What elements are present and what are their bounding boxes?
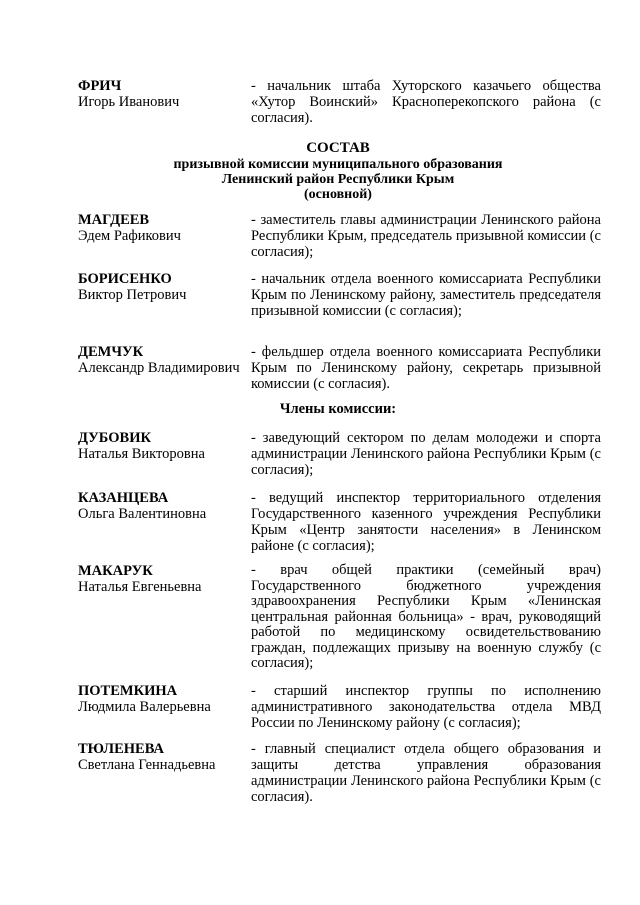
position-description: - старший инспектор группы по исполнению административного законодательства отдела МВД России по Ленинскому району (с согласия);	[251, 683, 601, 731]
person-name	[78, 78, 248, 110]
given-name: Наталья Викторовна	[78, 446, 205, 462]
surname: КАЗАНЦЕВА	[78, 490, 169, 506]
given-name: Людмила Валерьевна	[78, 699, 211, 715]
surname: МАКАРУК	[78, 563, 153, 579]
title-line-1: призывной комиссии муниципального образования	[173, 157, 503, 172]
person-name	[78, 741, 248, 773]
title-line-2: Ленинский район Республики Крым	[221, 172, 455, 187]
position-description: - фельдшер отдела военного комиссариата Республики Крым по Ленинскому району, секретарь призывной комиссии (с согласия).	[251, 344, 601, 392]
person-name	[78, 490, 248, 522]
position-description: - главный специалист отдела общего образования и защиты детства управления образования администрации Ленинского района Республики Крым (с согласия).	[251, 741, 601, 805]
person-name	[78, 683, 248, 715]
given-name: Эдем Рафикович	[78, 228, 181, 244]
person-name	[78, 212, 248, 244]
person-name	[78, 430, 248, 462]
title-line-3: (основной)	[304, 187, 372, 202]
surname: ДУБОВИК	[78, 430, 152, 446]
given-name: Виктор Петрович	[78, 287, 187, 303]
given-name: Светлана Геннадьевна	[78, 757, 216, 773]
surname: ДЕМЧУК	[78, 344, 144, 360]
position-description: - начальник штаба Хуторского казачьего общества «Хутор Воинский» Красноперекопского района (с согласия).	[251, 78, 601, 126]
position-description: - начальник отдела военного комиссариата Республики Крым по Ленинскому району, заместитель председателя призывной комиссии (с согласия);	[251, 271, 601, 319]
position-description: - заместитель главы администрации Ленинского района Республики Крым, председатель призывной комиссии (с согласия);	[251, 212, 601, 260]
surname: БОРИСЕНКО	[78, 271, 172, 287]
given-name: Наталья Евгеньевна	[78, 579, 202, 595]
members-heading: Члены комиссии:	[279, 401, 397, 417]
surname: ПОТЕМКИНА	[78, 683, 178, 699]
surname: МАГДЕЕВ	[78, 212, 150, 228]
person-name	[78, 271, 248, 303]
title-heading: СОСТАВ	[306, 140, 370, 156]
given-name: Александр Владимирович	[78, 360, 240, 376]
composition-title	[78, 140, 598, 202]
person-name	[78, 344, 248, 376]
person-name	[78, 563, 248, 595]
surname: ТЮЛЕНЕВА	[78, 741, 164, 757]
surname: ФРИЧ	[78, 78, 122, 94]
given-name: Ольга Валентиновна	[78, 506, 207, 522]
position-description: - врач общей практики (семейный врач) Государственного бюджетного учреждения здравоохранения Республики Крым «Ленинская центральная районная больница» - врач, руководящий работой по медицинскому освидетельствованию граждан, подлежащих призыву на военную службу (с согласия);	[251, 562, 601, 671]
position-description: - ведущий инспектор территориального отделения Государственного казенного учреждения Республики Крым «Центр занятости населения» в Ленинском районе (с согласия);	[251, 490, 601, 554]
position-description: - заведующий сектором по делам молодежи и спорта администрации Ленинского района Республики Крым (с согласия);	[251, 430, 601, 478]
given-name: Игорь Иванович	[78, 94, 180, 110]
